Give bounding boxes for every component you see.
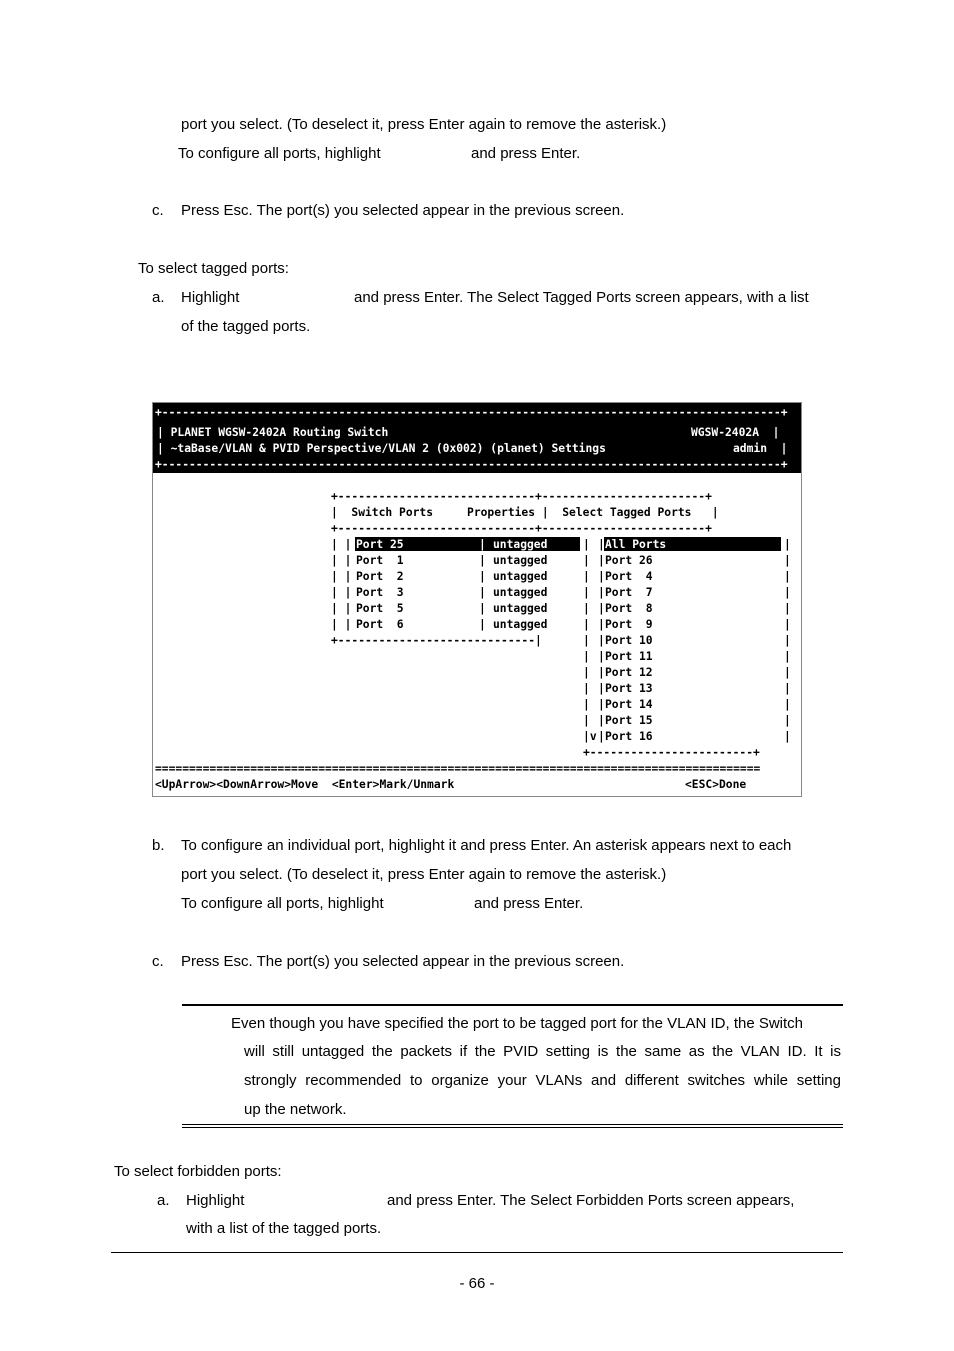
switch-port-item[interactable]: Port 25 [356, 538, 404, 551]
tagged-port-item[interactable]: Port 13 [605, 682, 653, 695]
terminal-screenshot [152, 402, 802, 797]
port-property: untagged [493, 602, 548, 615]
note-line: will still untagged the packets if the PVID setting is the same as the VLAN ID. It is [244, 1043, 841, 1060]
table-border: | [784, 714, 791, 727]
list-marker: a. [152, 289, 165, 306]
paragraph-line: port you select. (To deselect it, press Enter again to remove the asterisk.) [181, 116, 667, 133]
tagged-port-item[interactable]: Port 16 [605, 730, 653, 743]
list-marker: c. [152, 202, 164, 219]
table-border: | [583, 650, 590, 663]
list-marker: a. [157, 1192, 170, 1209]
table-border: | [598, 618, 605, 631]
note-top-rule [182, 1004, 843, 1006]
table-border: | [598, 698, 605, 711]
port-property: untagged [493, 570, 548, 583]
paragraph-line: and press Enter. [474, 895, 584, 912]
list-marker: c. [152, 953, 164, 970]
note-bottom-rule [182, 1124, 843, 1125]
page-number: - 66 - [459, 1275, 495, 1292]
switch-port-item[interactable]: Port 6 [356, 618, 404, 631]
switch-port-item[interactable]: Port 3 [356, 586, 404, 599]
table-border: | [598, 538, 605, 551]
table-border: | [784, 634, 791, 647]
table-border: | [598, 554, 605, 567]
paragraph-line: Highlight [186, 1192, 245, 1209]
table-border: | | [331, 538, 352, 551]
esc-done-hint[interactable]: <ESC>Done [685, 778, 747, 791]
table-border: | [598, 650, 605, 663]
note-bottom-rule [182, 1127, 843, 1128]
table-border: | [784, 650, 791, 663]
table-header: | Switch Ports Properties | Select Tagged Ports | [331, 506, 719, 519]
table-border: | [784, 730, 791, 743]
paragraph-line: and press Enter. The Select Forbidden Ports screen appears, [387, 1192, 795, 1209]
table-border: | [784, 602, 791, 615]
tagged-port-item[interactable]: Port 12 [605, 666, 653, 679]
table-border: +-----------------------------| [331, 634, 542, 647]
section-heading: To select forbidden ports: [114, 1163, 282, 1180]
table-border: | [598, 570, 605, 583]
tagged-port-item[interactable]: Port 10 [605, 634, 653, 647]
terminal-path: | ~taBase/VLAN & PVID Perspective/VLAN 2 (0x002) (planet) Settings [157, 442, 606, 455]
paragraph-line: Press Esc. The port(s) you selected appear in the previous screen. [181, 953, 625, 970]
scroll-down-indicator[interactable]: v [589, 730, 597, 743]
terminal-user: admin | [733, 442, 788, 455]
tagged-port-item[interactable]: Port 4 [605, 570, 653, 583]
table-border: | [598, 586, 605, 599]
table-border: | [583, 602, 590, 615]
table-border: | [479, 570, 486, 583]
table-border: +-----------------------------+------------------------+ [331, 490, 712, 503]
paragraph-line: and press Enter. The Select Tagged Ports screen appears, with a list [354, 289, 809, 306]
scroll-marker: |v [583, 730, 597, 743]
paragraph-line: To configure all ports, highlight [181, 895, 384, 912]
switch-port-item[interactable]: Port 5 [356, 602, 404, 615]
terminal-border: +-------------------------------------------------------------------------------------------+ [155, 406, 788, 419]
table-border: | [784, 698, 791, 711]
table-border: | | [331, 618, 352, 631]
note-line: up the network. [244, 1101, 347, 1118]
note-line: Even though you have specified the port to be tagged port for the VLAN ID, the Switch [231, 1015, 804, 1032]
section-heading: To select tagged ports: [138, 260, 289, 277]
tagged-port-item[interactable]: Port 11 [605, 650, 653, 663]
terminal-header [153, 403, 801, 473]
table-border: | [583, 698, 590, 711]
port-property: untagged [493, 586, 548, 599]
table-border: | [583, 554, 590, 567]
footer-rule [111, 1252, 843, 1253]
table-border: | [583, 618, 590, 631]
paragraph-line: with a list of the tagged ports. [186, 1220, 382, 1237]
table-border: | [479, 538, 486, 551]
port-property: untagged [493, 618, 548, 631]
terminal-border: ========================================================================================= [155, 762, 761, 775]
key-help: <UpArrow><DownArrow>Move <Enter>Mark/Unmark [155, 778, 455, 791]
terminal-model: WGSW-2402A | [691, 426, 780, 439]
table-border: +------------------------+ [583, 746, 760, 759]
tagged-port-item[interactable]: Port 8 [605, 602, 653, 615]
table-border: | [598, 714, 605, 727]
table-border: | [598, 634, 605, 647]
table-border: | | [331, 586, 352, 599]
terminal-footer [153, 763, 801, 797]
tagged-port-item[interactable]: Port 15 [605, 714, 653, 727]
paragraph-line: Highlight [181, 289, 240, 306]
table-border: | | [331, 570, 352, 583]
table-border: | | [331, 602, 352, 615]
paragraph-line: and press Enter. [471, 145, 581, 162]
table-border: | | [331, 554, 352, 567]
table-border: | [598, 666, 605, 679]
table-border: | [583, 538, 590, 551]
table-border: | [784, 538, 791, 551]
table-border: | [784, 570, 791, 583]
port-property: untagged [493, 554, 548, 567]
table-border: | [583, 570, 590, 583]
table-border: | [479, 586, 486, 599]
table-border: +-----------------------------+------------------------+ [331, 522, 712, 535]
switch-port-item[interactable]: Port 1 [356, 554, 404, 567]
table-border: | [583, 634, 590, 647]
paragraph-line: of the tagged ports. [181, 318, 311, 335]
paragraph-line: To configure an individual port, highlight it and press Enter. An asterisk appears next to each [181, 837, 792, 854]
table-border: | [784, 586, 791, 599]
table-border: | [598, 682, 605, 695]
table-border: | [784, 554, 791, 567]
table-border: | [479, 554, 486, 567]
terminal-title: | PLANET WGSW-2402A Routing Switch [157, 426, 389, 439]
table-border: | [583, 682, 590, 695]
table-border: | [479, 618, 486, 631]
paragraph-line: Press Esc. The port(s) you selected appear in the previous screen. [181, 202, 625, 219]
switch-port-item[interactable]: Port 2 [356, 570, 404, 583]
terminal-border: +-------------------------------------------------------------------------------------------+ [155, 458, 788, 471]
table-border: | [784, 682, 791, 695]
port-property: untagged [493, 538, 548, 551]
table-border: | [784, 618, 791, 631]
table-border: | [784, 666, 791, 679]
table-border: | [479, 602, 486, 615]
tagged-port-item[interactable]: Port 26 [605, 554, 653, 567]
table-border: | [583, 714, 590, 727]
paragraph-line: port you select. (To deselect it, press Enter again to remove the asterisk.) [181, 866, 667, 883]
table-border: | [598, 730, 605, 743]
table-border: | [583, 586, 590, 599]
tagged-port-item[interactable]: All Ports [605, 538, 667, 551]
paragraph-line: To configure all ports, highlight [178, 145, 381, 162]
note-line: strongly recommended to organize your VLANs and different switches while setting [244, 1072, 841, 1089]
tagged-port-item[interactable]: Port 7 [605, 586, 653, 599]
table-border: | [583, 666, 590, 679]
tagged-port-item[interactable]: Port 9 [605, 618, 653, 631]
table-border: | [598, 602, 605, 615]
list-marker: b. [152, 837, 165, 854]
tagged-port-item[interactable]: Port 14 [605, 698, 653, 711]
